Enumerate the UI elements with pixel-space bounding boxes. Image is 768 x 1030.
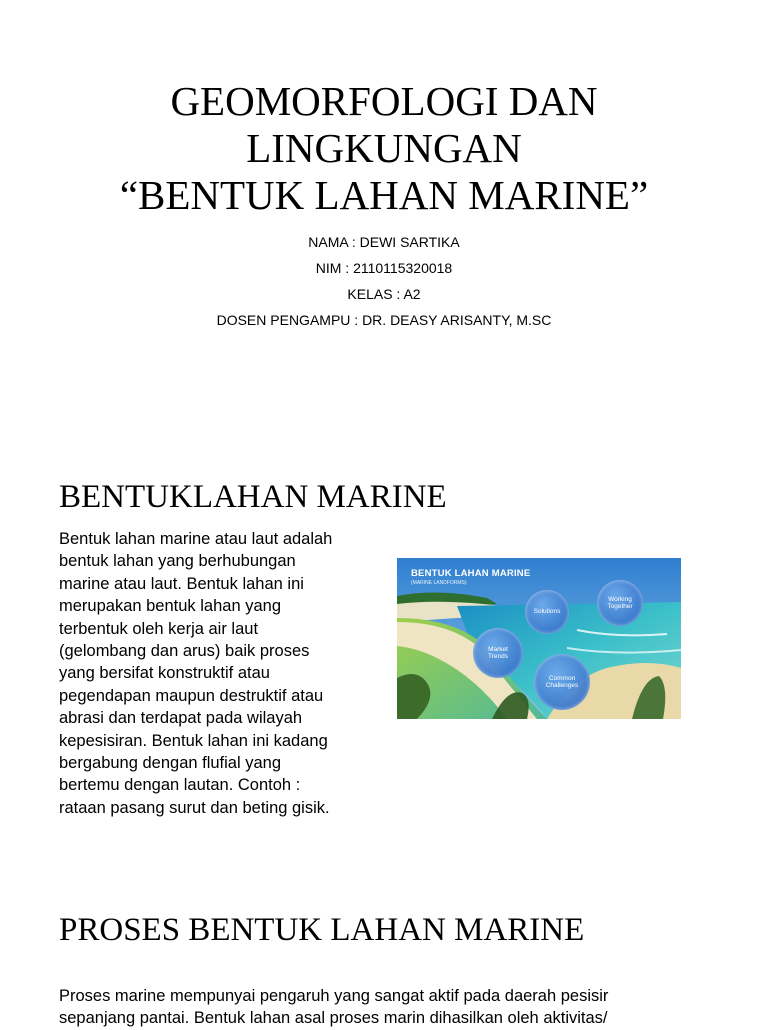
paragraph-line: merupakan bentuk lahan yang: [59, 597, 281, 616]
bubble-label: Trends: [488, 653, 508, 660]
bubble-solutions: [525, 590, 569, 634]
info-nim: NIM : 2110115320018: [315, 260, 453, 276]
figure-subtitle: (MARINE LANDFORMS): [411, 580, 467, 586]
paragraph-line: kepesisiran. Bentuk lahan ini kadang: [59, 731, 328, 750]
info-nama: NAMA : DEWI SARTIKA: [308, 234, 460, 250]
paragraph-line: rataan pasang surut dan beting gisik.: [59, 798, 330, 817]
paragraph-line: pegendapan maupun destruktif atau: [59, 686, 324, 705]
info-kelas: KELAS : A2: [347, 286, 421, 302]
title-line-2: LINGKUNGAN: [246, 125, 522, 171]
title-line-3: “BENTUK LAHAN MARINE”: [119, 172, 649, 218]
paragraph-line: marine atau laut. Bentuk lahan ini: [59, 574, 304, 593]
section1-paragraph: [59, 528, 332, 819]
paragraph-line: Proses marine mempunyai pengaruh yang sangat aktif pada daerah pesisir: [59, 987, 609, 1005]
author-info: [0, 229, 768, 333]
paragraph-line: Bentuk lahan marine atau laut adalah: [59, 530, 333, 548]
paragraph-line: bertemu dengan lautan. Contoh :: [59, 776, 301, 795]
bubble-label: Working: [608, 595, 632, 603]
section-heading-bentuklahan: BENTUKLAHAN MARINE: [59, 479, 447, 515]
bubble-label: Together: [607, 603, 633, 610]
paragraph-line: bergabung dengan flufial yang: [59, 754, 282, 773]
paragraph-line: abrasi dan terdapat pada wilayah: [59, 709, 303, 728]
bubble-market-trends: [473, 628, 523, 678]
document-title: [0, 78, 768, 219]
section-heading-proses: PROSES BENTUK LAHAN MARINE: [59, 912, 585, 948]
paragraph-line: sepanjang pantai. Bentuk lahan asal proses marin dihasilkan oleh aktivitas/: [59, 1009, 608, 1028]
section2-paragraph: [59, 985, 608, 1030]
marine-landform-image: [397, 558, 681, 719]
figure-title: BENTUK LAHAN MARINE: [411, 568, 531, 579]
bubble-working-together: [597, 580, 643, 626]
paragraph-line: yang bersifat konstruktif atau: [59, 664, 270, 683]
paragraph-line: (gelombang dan arus) baik proses: [59, 642, 310, 661]
bubble-label: Common: [548, 674, 576, 682]
bubble-label: Market: [488, 645, 508, 653]
info-dosen: DOSEN PENGAMPU : DR. DEASY ARISANTY, M.SC: [216, 312, 552, 328]
title-line-1: GEOMORFOLOGI DAN: [170, 78, 598, 124]
bubble-common-challenges: [534, 654, 590, 710]
paragraph-line: terbentuk oleh kerja air laut: [59, 619, 259, 638]
bubble-label: Challenges: [545, 682, 579, 689]
bubble-label: Solutions: [533, 608, 561, 616]
paragraph-line: bentuk lahan yang berhubungan: [59, 552, 296, 571]
